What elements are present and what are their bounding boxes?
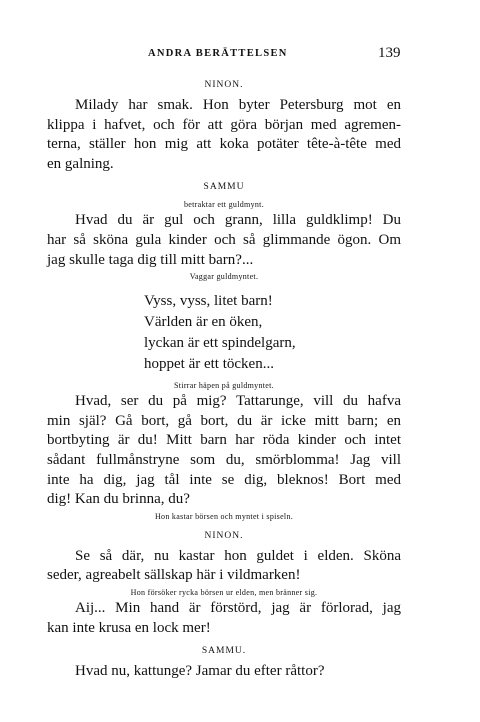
text-line: dig! Kan du brinna, du?	[47, 491, 190, 508]
stage-direction: betraktar ett guldmynt.	[184, 200, 264, 210]
dialogue-paragraph	[47, 392, 401, 510]
text-line: Aij... Min hand är förstörd, jag är förlorad, jag	[75, 599, 401, 616]
text-line: Se så där, nu kastar hon guldet i elden. Sköna	[75, 547, 401, 564]
text-line: Hvad, ser du på mig? Tattarunge, vill du hafva	[75, 393, 401, 410]
running-title: ANDRA BERÄTTELSEN	[148, 48, 288, 59]
dialogue-paragraph	[47, 211, 401, 270]
text-line: terna, ställer hon mig att koka potäter tête-à-tête med	[47, 136, 401, 153]
text-line: har så sköna gula kinder och så glimmande ögon. Om	[47, 231, 401, 248]
stage-direction: Vaggar guldmyntet.	[189, 272, 259, 282]
dialogue-paragraph	[47, 547, 401, 586]
stage-direction: Hon försöker rycka börsen ur elden, men bränner sig.	[130, 587, 318, 597]
text-line: min själ? Gå bort, gå bort, du är icke mitt barn; en	[47, 412, 401, 429]
text-line: en galning.	[47, 155, 114, 172]
page-number: 139	[378, 45, 401, 61]
text-line: seder, agreabelt sällskap här i vildmarken!	[47, 567, 301, 584]
speaker-name: SAMMU.	[201, 646, 247, 657]
stage-direction: Hon kastar börsen och myntet i spiseln.	[154, 511, 294, 521]
verse-stanza	[144, 291, 401, 375]
text-line: jag skulle taga dig till mitt barn?...	[47, 251, 254, 268]
text-line: Hvad nu, kattunge? Jamar du efter råttor?	[75, 663, 325, 680]
page-header	[0, 46, 480, 66]
text-line: klippa i hafvet, och för att göra början med agremen-	[47, 116, 401, 133]
text-line: bortbyting är du! Mitt barn har röda kinder och intet	[47, 432, 401, 449]
verse-line: hoppet är ett töcken...	[144, 356, 274, 373]
page-body	[47, 72, 401, 682]
stage-direction: Stirrar häpen på guldmyntet.	[174, 381, 274, 391]
speaker-name: SAMMU	[203, 182, 245, 193]
speaker-name: NINON.	[204, 530, 244, 541]
verse-line: lyckan är ett spindelgarn,	[144, 335, 296, 352]
verse-line: Världen är en öken,	[144, 314, 263, 331]
text-line: Milady har smak. Hon byter Petersburg mot en	[75, 97, 401, 113]
text-line: kan inte krusa en lock mer!	[47, 619, 211, 636]
dialogue-paragraph	[47, 96, 401, 174]
text-line: sådant fullmånstryne som du, smörblomma! Jag vill	[47, 451, 401, 468]
dialogue-paragraph	[47, 599, 401, 638]
text-line: inte ha dig, jag tål inte se dig, bleknos! Bort med	[47, 471, 401, 488]
text-line: Hvad du är gul och grann, lilla guldklimp! Du	[75, 212, 401, 229]
speaker-name: NINON.	[204, 80, 244, 90]
verse-line: Vyss, vyss, litet barn!	[144, 293, 273, 310]
dialogue-paragraph	[47, 662, 401, 682]
